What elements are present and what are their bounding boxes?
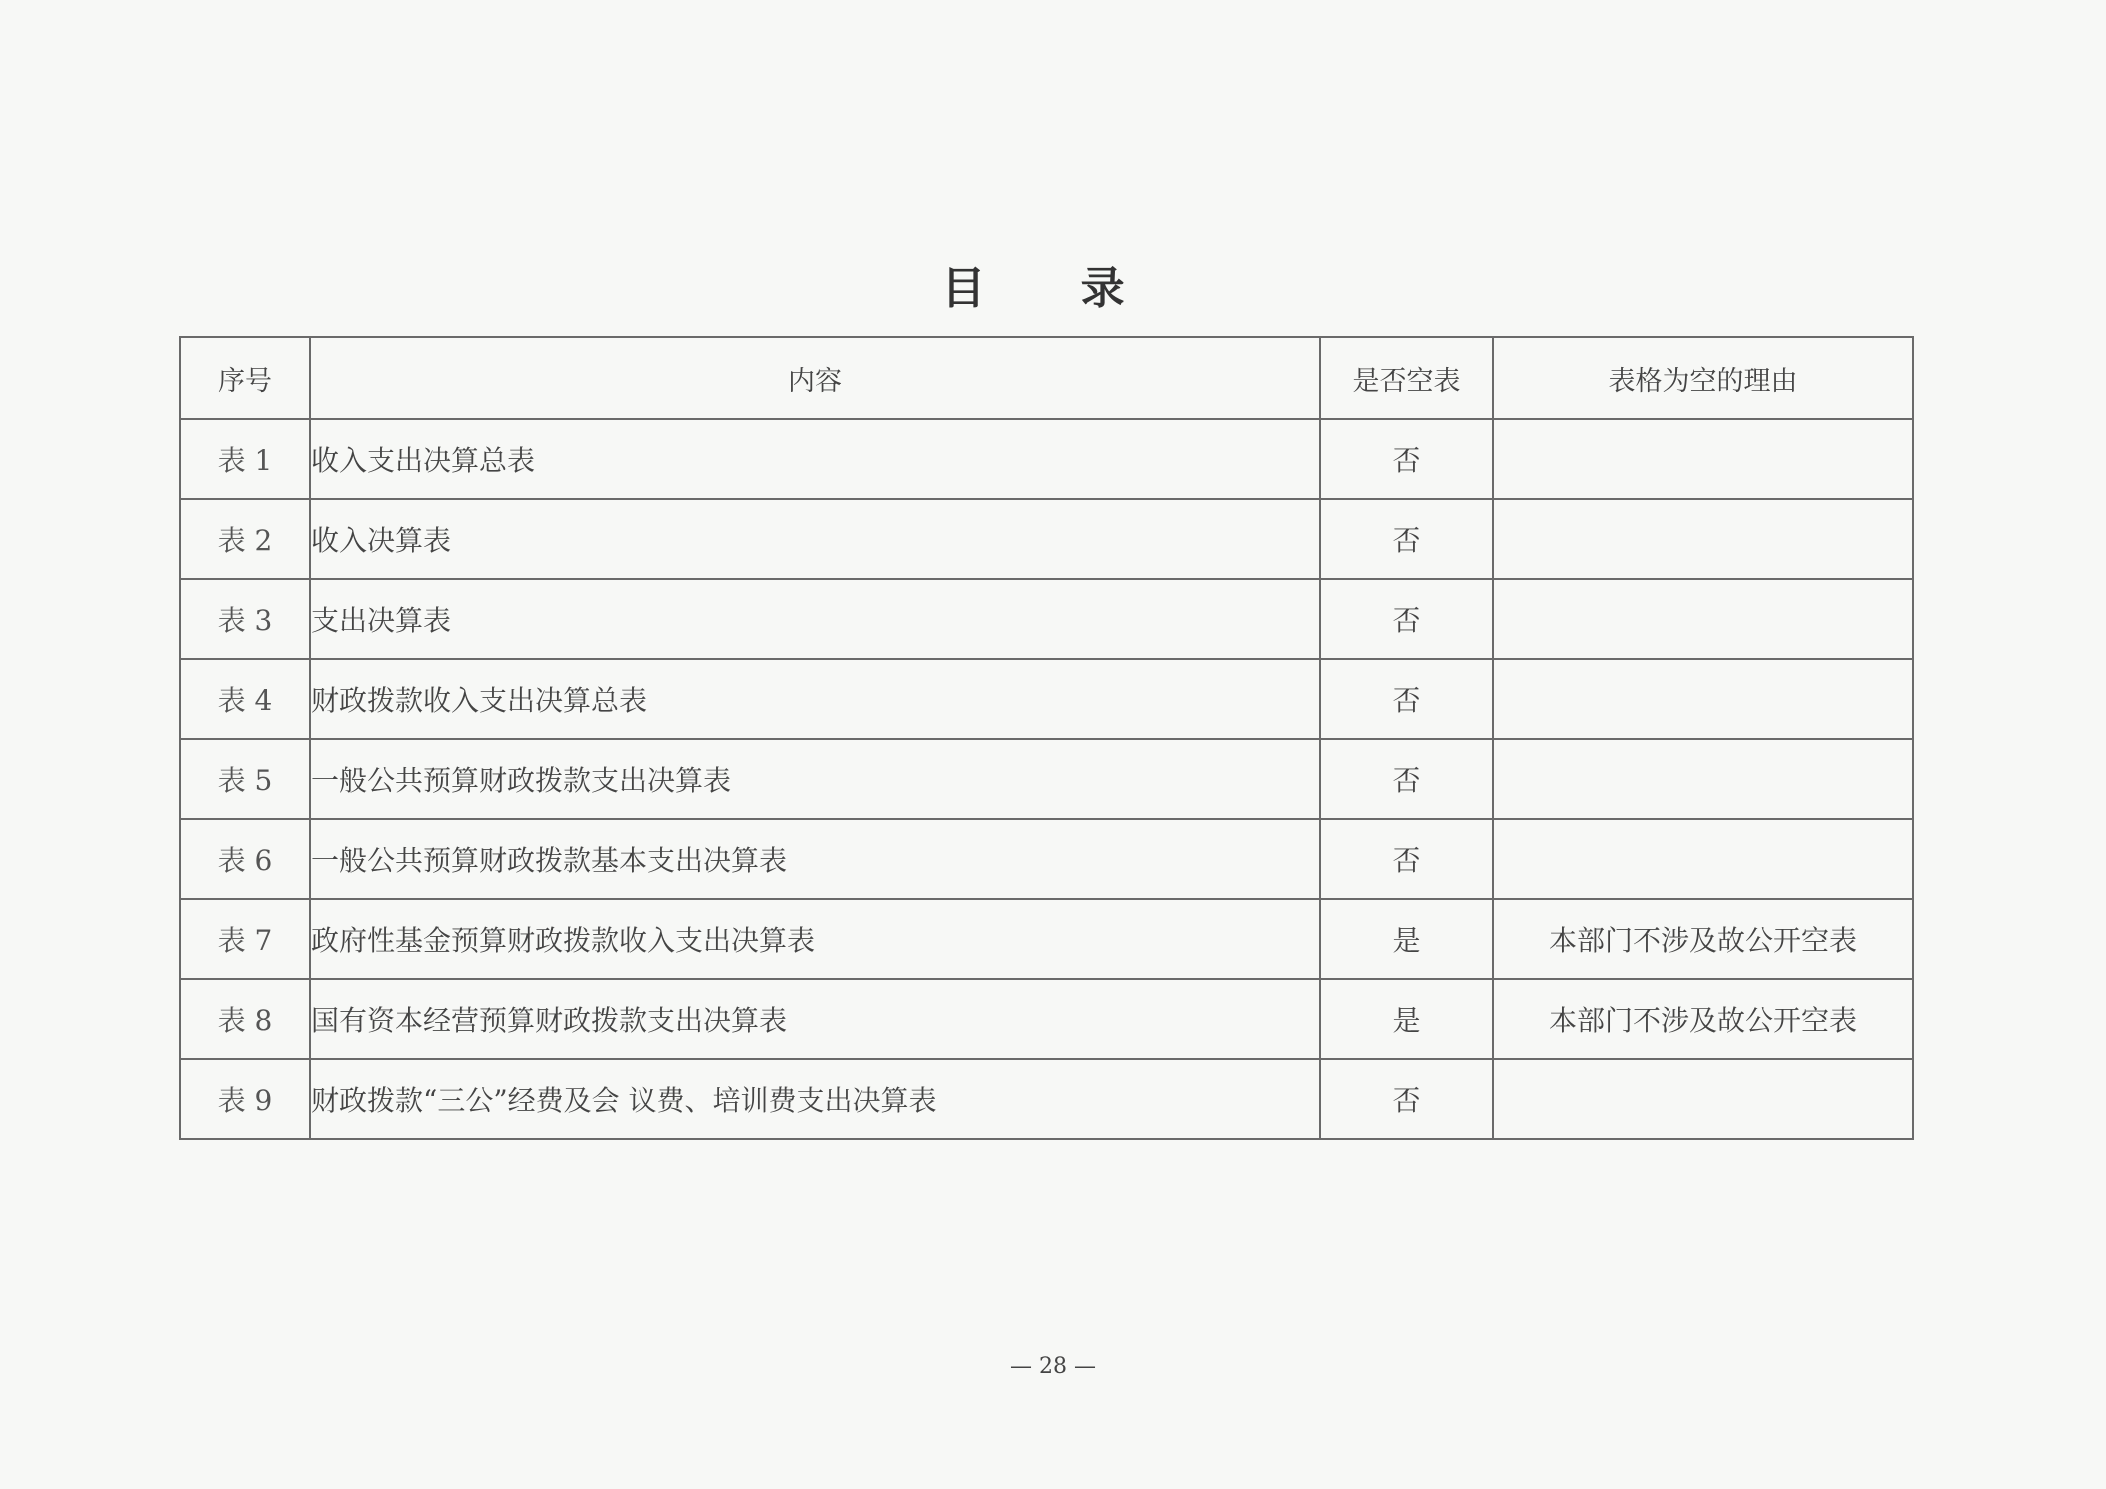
- row-content: 财政拨款“三公”经费及会 议费、培训费支出决算表: [310, 1059, 1320, 1139]
- page-title: 目 录: [941, 263, 1165, 314]
- row-seq: 表 8: [180, 979, 310, 1059]
- row-is-empty: 否: [1320, 499, 1493, 579]
- table-row: [180, 579, 1913, 659]
- row-reason: [1493, 739, 1913, 819]
- row-seq: 表 6: [180, 819, 310, 899]
- row-reason: 本部门不涉及故公开空表: [1493, 979, 1913, 1059]
- row-is-empty: 否: [1320, 1059, 1493, 1139]
- row-reason: [1493, 1059, 1913, 1139]
- row-is-empty: 否: [1320, 579, 1493, 659]
- row-reason: [1493, 499, 1913, 579]
- row-seq: 表 5: [180, 739, 310, 819]
- row-reason: [1493, 579, 1913, 659]
- row-is-empty: 否: [1320, 819, 1493, 899]
- row-seq: 表 1: [180, 419, 310, 499]
- header-seq: 序号: [180, 337, 310, 419]
- row-reason: [1493, 819, 1913, 899]
- row-content: 一般公共预算财政拨款支出决算表: [310, 739, 1320, 819]
- row-is-empty: 是: [1320, 979, 1493, 1059]
- table-row: [180, 419, 1913, 499]
- table-header-row: [180, 337, 1913, 419]
- row-content: 财政拨款收入支出决算总表: [310, 659, 1320, 739]
- row-is-empty: 是: [1320, 899, 1493, 979]
- row-content: 国有资本经营预算财政拨款支出决算表: [310, 979, 1320, 1059]
- row-content: 收入支出决算总表: [310, 419, 1320, 499]
- contents-table: [179, 336, 1914, 1140]
- row-seq: 表 7: [180, 899, 310, 979]
- page-number: — 28 —: [1010, 1354, 1096, 1379]
- row-content: 政府性基金预算财政拨款收入支出决算表: [310, 899, 1320, 979]
- row-reason: [1493, 419, 1913, 499]
- header-reason: 表格为空的理由: [1493, 337, 1913, 419]
- row-seq: 表 4: [180, 659, 310, 739]
- row-reason: 本部门不涉及故公开空表: [1493, 899, 1913, 979]
- row-seq: 表 3: [180, 579, 310, 659]
- table-row: [180, 979, 1913, 1059]
- table-row: [180, 659, 1913, 739]
- row-is-empty: 否: [1320, 659, 1493, 739]
- table-row: [180, 739, 1913, 819]
- table-row: [180, 899, 1913, 979]
- row-seq: 表 9: [180, 1059, 310, 1139]
- table-row: [180, 819, 1913, 899]
- row-content: 支出决算表: [310, 579, 1320, 659]
- row-reason: [1493, 659, 1913, 739]
- table-row: [180, 499, 1913, 579]
- row-is-empty: 否: [1320, 419, 1493, 499]
- row-content: 一般公共预算财政拨款基本支出决算表: [310, 819, 1320, 899]
- row-content: 收入决算表: [310, 499, 1320, 579]
- row-seq: 表 2: [180, 499, 310, 579]
- table-row: [180, 1059, 1913, 1139]
- header-content: 内容: [310, 337, 1320, 419]
- header-is-empty: 是否空表: [1320, 337, 1493, 419]
- row-is-empty: 否: [1320, 739, 1493, 819]
